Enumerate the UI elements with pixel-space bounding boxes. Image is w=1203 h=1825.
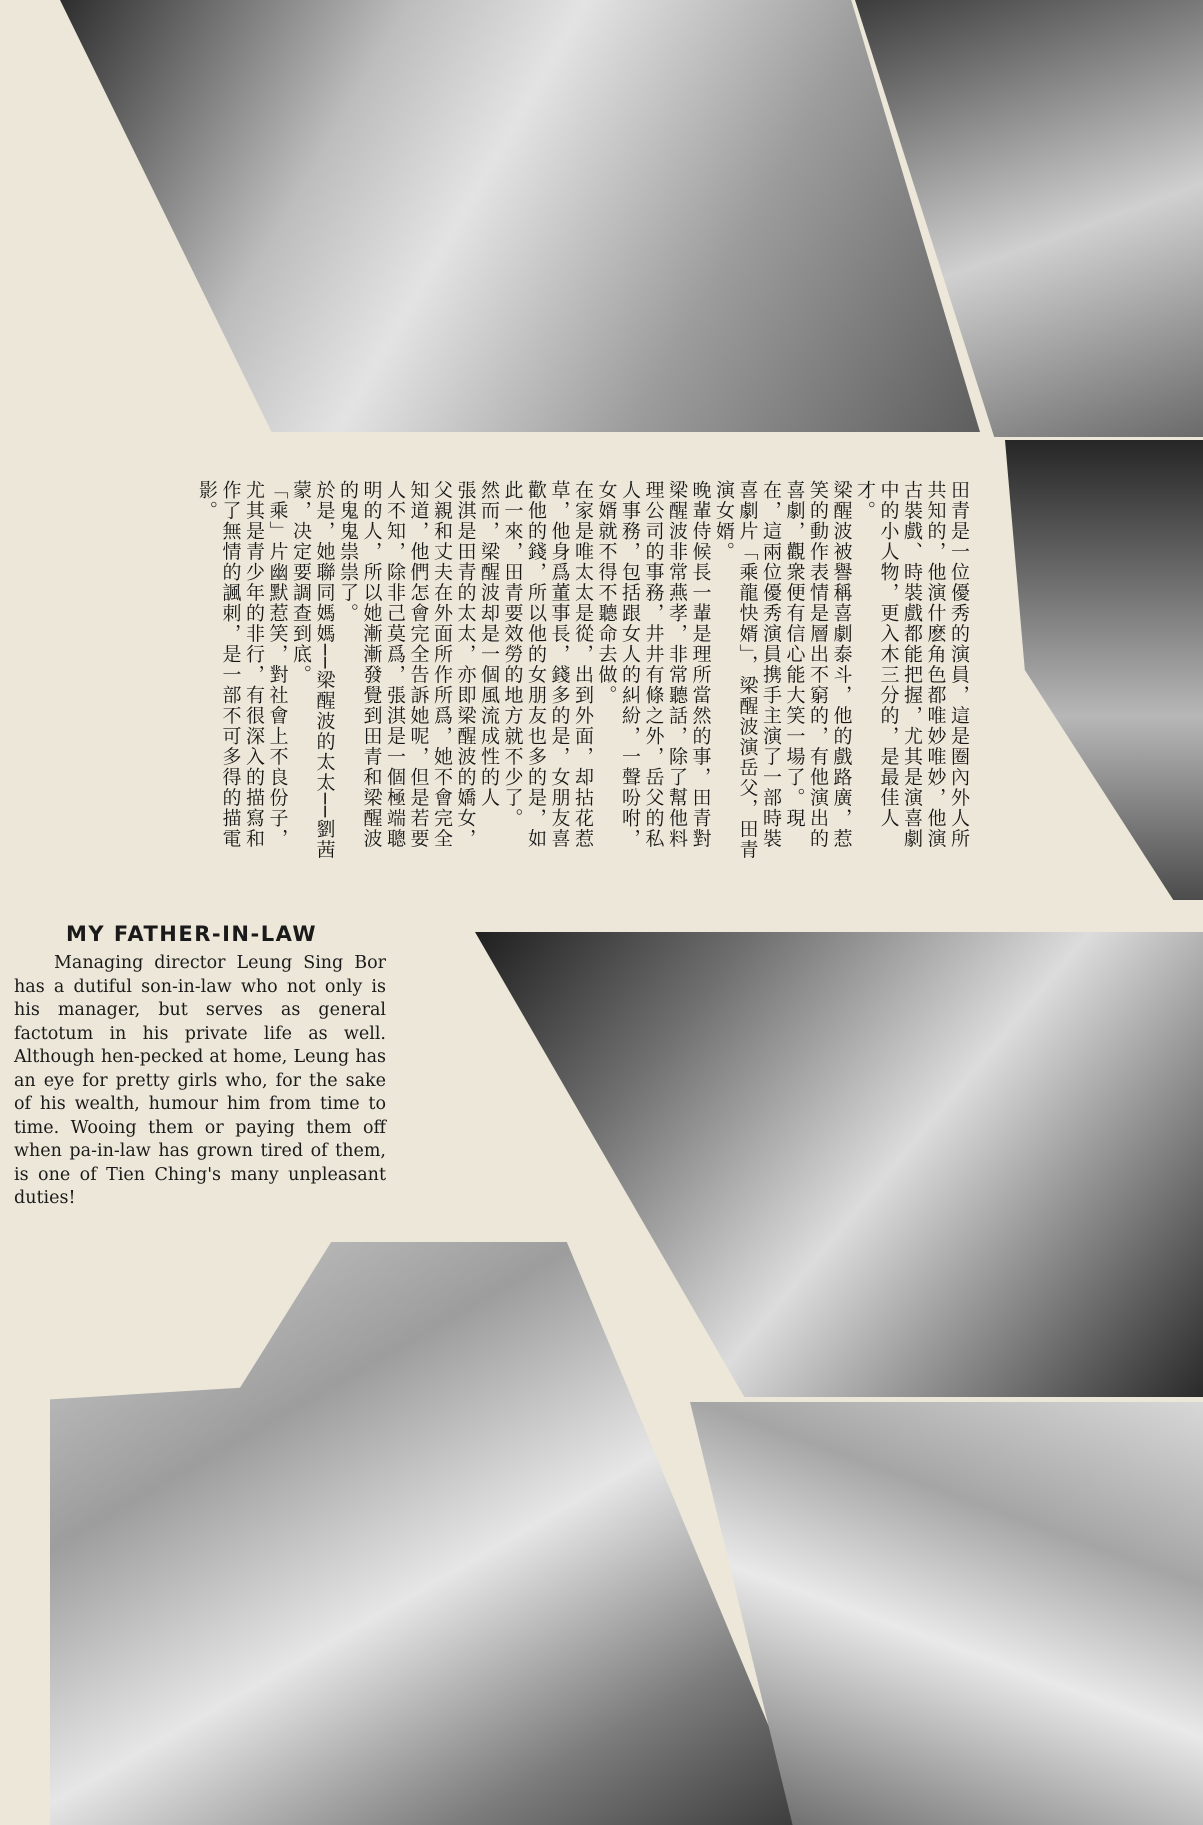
english-caption [14,922,386,1211]
article-paragraph: 田青是一位優秀的演員，這是圈內外人所共知的，他演什麽角色都唯妙唯妙，他演古裝戲、時裝戲都能把握，尤其是演喜劇中的小人物，更入木三分的，是最佳人才。 [854,480,970,849]
article-paragraph: 於是，她聯同媽媽──梁醒波的太太──劉茜蒙，决定要調查到底。 [290,480,336,860]
article-paragraph: 張淇是田青的太太，亦即梁醒波的嬌女，父親和丈夫在外面所作所爲，她不會完全知道，他們怎會完全告訴她呢，但是若要人不知，除非己莫爲，張淇是一個極端聰明的人，所以她漸漸發覺到田青和梁醒波的鬼鬼祟祟了。 [337,480,477,849]
article-paragraph: 在家是唯太太是從，出到外面，却拈花惹草，他身爲董事長，錢多的是，女朋友喜歡他的錢，所以他的女朋友也多的是，如此一來，田青要效勞的地方就不少了。 [501,480,594,849]
article-paragraph: 梁醒波被譽稱喜劇泰斗，他的戲路廣，惹笑的動作表情是層出不窮的，有他演出的喜劇，觀衆便有信心能大笑一場了。現在，這兩位優秀演員携手主演了一部時裝喜劇片「乘龍快婿」，梁醒波演岳父，田青演女婿。 [713,480,853,860]
caption-body: Managing director Leung Sing Bor has a dutiful son-in-law who not only is his manager, but serves as general factotum in his private life as well. Although hen-pecked at home, Leung has an eye for pretty girls who, for the sake of his wealth, humour him from time to time. Wooing them or paying them off when pa-in-law has grown tired of them, is one of Tien Ching's many unpleasant duties! [14,953,386,1208]
article-paragraph: 然而，梁醒波却是一個風流成性的人 [478,480,500,808]
article-paragraph: 「乘」片幽默惹笑，對社會上不良份子，尤其是青少年的非行，有很深入的描寫和作了無情的諷刺，是一部不可多得的描電影。 [196,480,289,849]
chinese-article [130,480,970,860]
photo-man-with-glasses [1005,440,1203,900]
caption-title: MY FATHER-IN-LAW [66,922,318,946]
photo-woman-and-man-in-bed [50,1242,810,1825]
photo-man-gagged-and-woman [60,0,980,432]
article-paragraph: 晚輩侍候長一輩是理所當然的事，田青對梁醒波非常燕孝，非常聽話，除了幫他料理公司的事務，井井有條之外，岳父的私人事務，包括跟女人的糾紛，一聲吩咐，女婿就不得不聽命去做。 [595,480,712,849]
